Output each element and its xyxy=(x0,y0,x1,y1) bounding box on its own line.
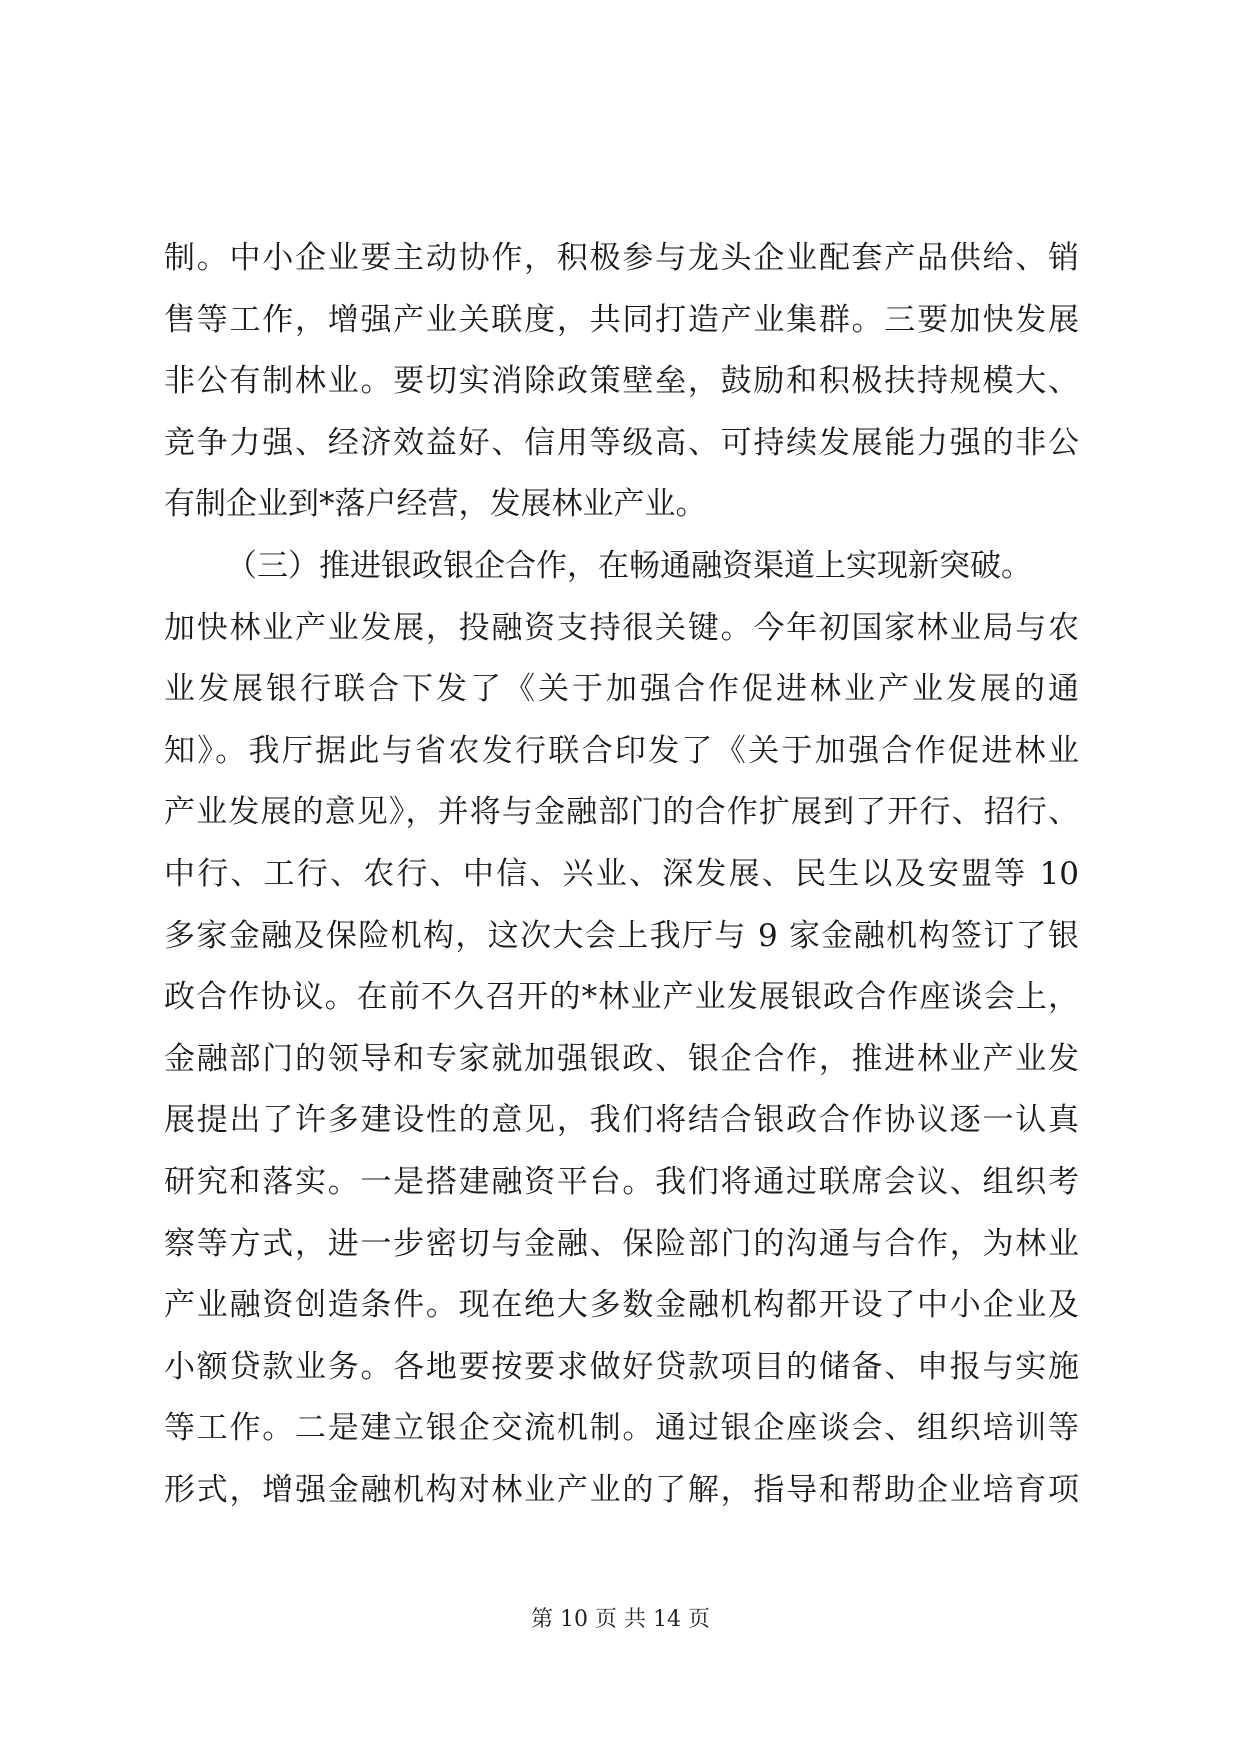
document-body xyxy=(164,228,1079,1521)
text-line: 产业融资创造条件。现在绝大多数金融机构都开设了中小企业及 xyxy=(164,1287,1079,1324)
text-line: 中行、工行、农行、中信、兴业、深发展、民生以及安盟等 10 xyxy=(164,855,1079,892)
text-line: 金融部门的领导和专家就加强银政、银企合作，推进林业产业发 xyxy=(164,1040,1079,1077)
text-line: 政合作协议。在前不久召开的*林业产业发展银政合作座谈会上， xyxy=(164,979,1079,1016)
text-line: 非公有制林业。要切实消除政策壁垒，鼓励和积极扶持规模大、 xyxy=(164,363,1079,400)
text-line: 察等方式，进一步密切与金融、保险部门的沟通与合作，为林业 xyxy=(164,1225,1079,1262)
text-line: 等工作。二是建立银企交流机制。通过银企座谈会、组织培训等 xyxy=(164,1410,1079,1447)
text-line: 产业发展的意见》，并将与金融部门的合作扩展到了开行、招行、 xyxy=(164,794,1079,831)
text-line: 售等工作，增强产业关联度，共同打造产业集群。三要加快发展 xyxy=(164,301,1079,338)
text-line: 制。中小企业要主动协作，积极参与龙头企业配套产品供给、销 xyxy=(164,240,1079,276)
text-line: 知》。我厅据此与省农发行联合印发了《关于加强合作促进林业 xyxy=(164,732,1079,769)
text-line: 研究和落实。一是搭建融资平台。我们将通过联席会议、组织考 xyxy=(164,1163,1079,1200)
text-line: 展提出了许多建设性的意见，我们将结合银政合作协议逐一认真 xyxy=(164,1102,1079,1139)
text-line: 有制企业到*落户经营，发展林业产业。 xyxy=(164,486,707,523)
text-line: 竞争力强、经济效益好、信用等级高、可持续发展能力强的非公 xyxy=(164,424,1079,461)
text-line: 小额贷款业务。各地要按要求做好贷款项目的储备、申报与实施 xyxy=(164,1348,1079,1385)
page-number-footer: 第 10 页 共 14 页 xyxy=(531,1607,710,1632)
text-line: 形式，增强金融机构对林业产业的了解，指导和帮助企业培育项 xyxy=(164,1471,1079,1508)
text-line: 加快林业产业发展，投融资支持很关键。今年初国家林业局与农 xyxy=(164,609,1079,646)
text-line: 业发展银行联合下发了《关于加强合作促进林业产业发展的通 xyxy=(164,671,1079,708)
section-heading: （三）推进银政银企合作，在畅通融资渠道上实现新突破。 xyxy=(226,547,1032,584)
text-line: 多家金融及保险机构，这次大会上我厅与 9 家金融机构签订了银 xyxy=(164,917,1079,954)
